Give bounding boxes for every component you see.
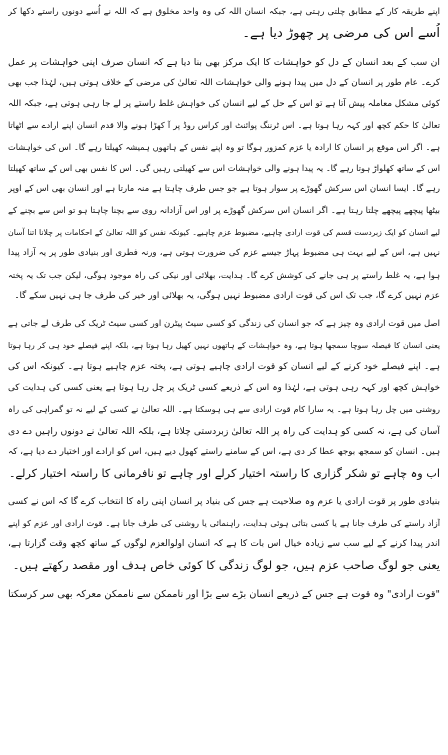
text-line: ہیں۔ انسان کو سمجھ بوجھ عطا کر دی ہے، اس کے سامنے راستے کھول دیے ہیں، اس کو ارادے اور اختیار دے دیا ہے، کہ — [8, 446, 440, 457]
text-line: لیے انسان کو ایک زبردست قسم کی قوت ارادی چاہیے، مضبوط عزم چاہیے۔ کیونکہ نفس کو اللہ تعالیٰ کے احکامات پر چلانا اتنا آسان — [8, 227, 440, 237]
text-line: روشنی میں چل رہا ہوتا ہے۔ یہ سارا کام قوت ارادی سے ہی ہوسکتا ہے۔ اللہ تعالیٰ نے کسی کے لیے نہ تو گمراہی کی راہ — [8, 404, 440, 415]
text-line: یعنی انسان کا فیصلہ سوچا سمجھا ہوتا ہے، وہ خواہشات کے ہاتھوں نہیں کھیل رہا ہوتا ہے، بلکہ اپنے فیصلے خود ہی کر رہا ہوتا — [8, 341, 440, 351]
text-line: تعالیٰ کا حکم کچھ اور کہہ رہا ہوتا ہے۔ اس ٹرننگ پوائنٹ اور کراس روڈ پر آ کھڑا ہونے والا قدم انسان اپنے ارادے سے اٹھاتا — [8, 120, 440, 131]
paragraph-5 — [8, 584, 440, 605]
text-line: ان سب کے بعد انسان کے دل کو خواہشات کا ایک مرکز بھی بنا دیا ہے کہ انسان صرف اپنی خواہشات پر عمل — [8, 56, 440, 68]
text-line: اب وہ چاہے تو شکر گزاری کا راستہ اختیار کرلے اور چاہے تو نافرمانی کا راستہ اختیار کرلے۔ — [8, 467, 440, 481]
text-line: آسان کی ہے، نہ کسی کو ہدایت کی راہ پر اللہ تعالیٰ زبردستی چلاتا ہے، بلکہ اللہ تعالیٰ نے دونوں راہیں دے دی — [8, 425, 440, 437]
text-line: کوئی مشکل معاملہ پیش آتا ہے تو اس کے حل کے لیے انسان کی خواہش غلط راستے پر لے جا رہی ہوتی ہے، جبکہ اللہ — [8, 99, 440, 110]
text-line: "قوت ارادی" وہ قوت ہے جس کے ذریعے انسان بڑے سے بڑا اور ناممکن سے ناممکن معرکہ بھی سر کرسکتا — [8, 588, 440, 600]
text-line: اندر پیدا کرنے کے لیے سب سے زیادہ خیال اس بات کا ہے کہ انسان اولوالعزم لوگوں کے ساتھ کچھ وقت گزارتا ہے، — [8, 539, 440, 550]
text-line: اُسے اس کی مرضی پر چھوڑ دیا ہے۔ — [242, 26, 440, 42]
paragraph-3 — [8, 314, 440, 484]
text-line: ہے۔ اپنے فیصلے خود کرنے کے لیے انسان کو قوت ارادی چاہیے ہوتی ہے، پختہ عزم چاہیے ہوتا ہے۔ کیونکہ اس کی — [8, 361, 440, 372]
text-line: نہیں ہے، اس کے لیے بہت ہی مضبوط پہاڑ جیسے عزم کی ضرورت ہوتی ہے، ورنہ فطری اور بنیادی طور پر یہ آزاد پیدا — [8, 248, 440, 259]
text-line: یعنی جو لوگ صاحب عزم ہیں، جو لوگ زندگی کا کوئی خاص ہدف اور مقصد رکھتے ہیں۔ — [12, 558, 440, 573]
paragraph-4 — [8, 492, 440, 577]
text-line: اصل میں قوت ارادی وہ چیز ہے کہ جو انسان کی زندگی کو کسی سیٹ پیٹرن اور کسی سیٹ ٹریک کی طرف لے جاتی ہے — [8, 319, 440, 330]
paragraph-2 — [8, 52, 440, 308]
text-line: عزم نہیں کرے گا، جب تک اس کی قوت ارادی مضبوط نہیں ہوگی، یہ بھلائی اور خیر کی طرف جا ہی نہیں سکے گا۔ — [14, 290, 440, 301]
text-line: خواہش کچھ اور کہہ رہی ہوتی ہے، لہٰذا وہ اس کے ذریعے کسی ٹریک پر چل رہا ہوتا ہے یعنی کسی کی ہدایت کی — [8, 383, 440, 394]
text-line: اس کے ساتھ کھلواڑ ہوتا رہے گا۔ یہ پیدا ہونے والی خواہشات اس سے کھیلتی رہیں گی۔ اس کا نفس بھی اس کے ساتھ کھیلتا — [8, 163, 440, 174]
paragraph-1 — [8, 2, 440, 45]
text-line: ہے۔ اگر اس موقع پر انسان کا ارادہ یا عزم کمزور ہوگا تو وہ اپنے نفس کے ہاتھوں ہمیشہ کھیلتا رہے گا۔ اس کی خواہشات — [8, 141, 440, 152]
text-line: بیٹھا پیچھے پیچھے چلتا رہتا ہے۔ اگر انسان اس سرکش گھوڑے پر اور اس آزادانہ روی سے بچنا چاہتا ہو تو اس سے بچنے کے — [8, 205, 440, 216]
text-line: رہے گا۔ ایسا انسان اس سرکش گھوڑے پر سوار ہوتا ہے جو جس طرف چاہتا ہے منہ مارتا ہے اور انسان بھی اس کے اوپر — [8, 184, 440, 195]
text-line: ہوا ہے، یہ غلط راستے پر ہی جانے کی کوشش کرے گا۔ ہدایت، بھلائی اور نیکی کی راہ موجود ہوگی، لیکن جب تک یہ پختہ — [8, 269, 440, 280]
text-line: اپنے طریقہ کار کے مطابق چلتی رہتی ہے، جبکہ انسان اللہ کی وہ واحد مخلوق ہے کہ اللہ نے اُسے دونوں راستے دکھا کر — [8, 7, 440, 17]
text-line: کرے۔ عام طور پر انسان کے دل میں پیدا ہونے والی خواہشات اللہ تعالیٰ کی مرضی کے خلاف ہوتی ہیں، لہٰذا جب بھی — [8, 77, 440, 88]
text-line: آزاد راستے کی طرف جانا ہے یا کسی بتائی ہوئی ہدایت، راہنمائی یا روشنی کی طرف جانا ہے۔ قوت ارادی اور عزم کو اپنے — [8, 517, 440, 528]
text-line: بنیادی طور پر قوت ارادی یا عزم وہ صلاحیت ہے جس کی بنیاد پر انسان اپنی راہ کا انتخاب کرے گا کہ اس نے کسی — [8, 496, 440, 507]
